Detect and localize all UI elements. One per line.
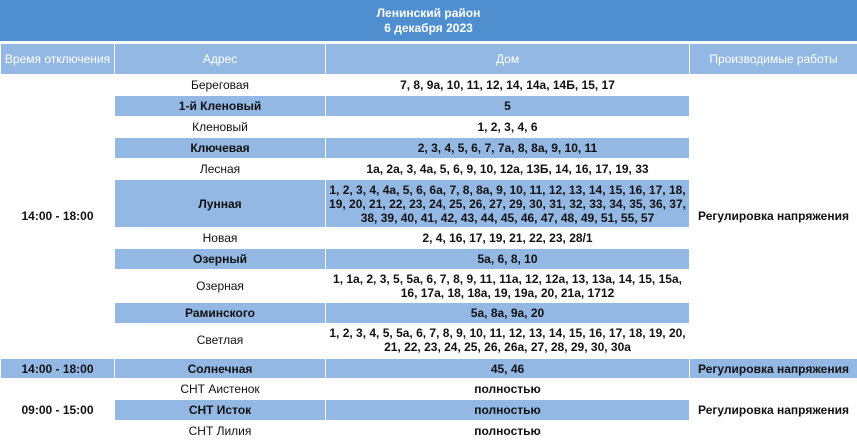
column-header-address: Адрес: [115, 44, 326, 75]
house-cell: 1, 2, 3, 4, 6: [326, 117, 690, 138]
house-cell: 1, 2, 3, 4, 5, 5а, 6, 7, 8, 9, 10, 11, 12, 13, 14, 15, 16, 17, 18, 19, 20, 21, 22, 23, 24, 25, 26, 26а, 27, 28, 29, 30, 30а: [326, 324, 690, 357]
time-cell: 14:00 - 18:00: [1, 359, 115, 379]
outage-table: [0, 43, 857, 357]
address-cell: Озерный: [115, 249, 326, 270]
house-cell: полностью: [326, 379, 690, 400]
address-cell: Раминского: [115, 303, 326, 324]
column-header-house: Дом: [326, 44, 690, 75]
address-cell: СНТ Аистенок: [115, 379, 326, 400]
address-cell: Ключевая: [115, 138, 326, 159]
address-cell: Солнечная: [115, 359, 326, 379]
work-cell: Регулировка напряжения: [690, 359, 857, 379]
time-cell: 09:00 - 15:00: [1, 379, 115, 442]
address-cell: Озерная: [115, 270, 326, 303]
time-cell: 14:00 - 18:00: [1, 75, 115, 357]
house-cell: 1, 1а, 2, 3, 5, 5а, 6, 7, 8, 9, 11, 11а, 12, 12а, 13, 13а, 14, 15, 15а, 16, 17а, 18, 18а, 19, 19а, 20, 21а, 1712: [326, 270, 690, 303]
table-row: [1, 359, 857, 379]
address-cell: СНТ Лилия: [115, 421, 326, 442]
house-cell: 5а, 8а, 9а, 20: [326, 303, 690, 324]
address-cell: Лесная: [115, 159, 326, 180]
house-cell: полностью: [326, 421, 690, 442]
address-cell: Светлая: [115, 324, 326, 357]
column-header-time: Время отключения: [1, 44, 115, 75]
outage-date: 6 декабря 2023: [384, 20, 473, 35]
house-cell: полностью: [326, 400, 690, 421]
house-cell: 5а, 6, 8, 10: [326, 249, 690, 270]
address-cell: Кленовый: [115, 117, 326, 138]
house-cell: 7, 8, 9а, 10, 11, 12, 14, 14а, 14Б, 15, 17: [326, 75, 690, 96]
house-cell: 2, 3, 4, 5, 6, 7, 7а, 8, 8а, 9, 10, 11: [326, 138, 690, 159]
table-row: [1, 75, 857, 96]
table-header-row: [1, 44, 857, 75]
house-cell: 5: [326, 96, 690, 117]
house-cell: 1а, 2а, 3, 4а, 5, 6, 9, 10, 12а, 13Б, 14, 16, 17, 19, 33: [326, 159, 690, 180]
table-row: [1, 379, 857, 400]
house-cell: 45, 46: [326, 359, 690, 379]
address-cell: Лунная: [115, 180, 326, 228]
work-cell: Регулировка напряжения: [690, 75, 857, 357]
address-cell: СНТ Исток: [115, 400, 326, 421]
district-name: Ленинский район: [376, 5, 481, 20]
address-cell: Новая: [115, 228, 326, 249]
house-cell: 1, 2, 3, 4, 4а, 5, 6, 6а, 7, 8, 8а, 9, 10, 11, 12, 13, 14, 15, 16, 17, 18, 19, 20, 21, 22, 23, 24, 25, 26, 27, 29, 30, 31, 32, 33, 34, 35, 36, 37, 38, 39, 40, 41, 42, 43, 44, 45, 46, 47, 48, 49, 51, 55, 57: [326, 180, 690, 228]
address-cell: Береговая: [115, 75, 326, 96]
column-header-work: Производимые работы: [690, 44, 857, 75]
address-cell: 1-й Кленовый: [115, 96, 326, 117]
table-title: [0, 0, 857, 41]
outage-table-continued: [0, 358, 857, 442]
work-cell: Регулировка напряжения: [690, 379, 857, 442]
house-cell: 2, 4, 16, 17, 19, 21, 22, 23, 28/1: [326, 228, 690, 249]
